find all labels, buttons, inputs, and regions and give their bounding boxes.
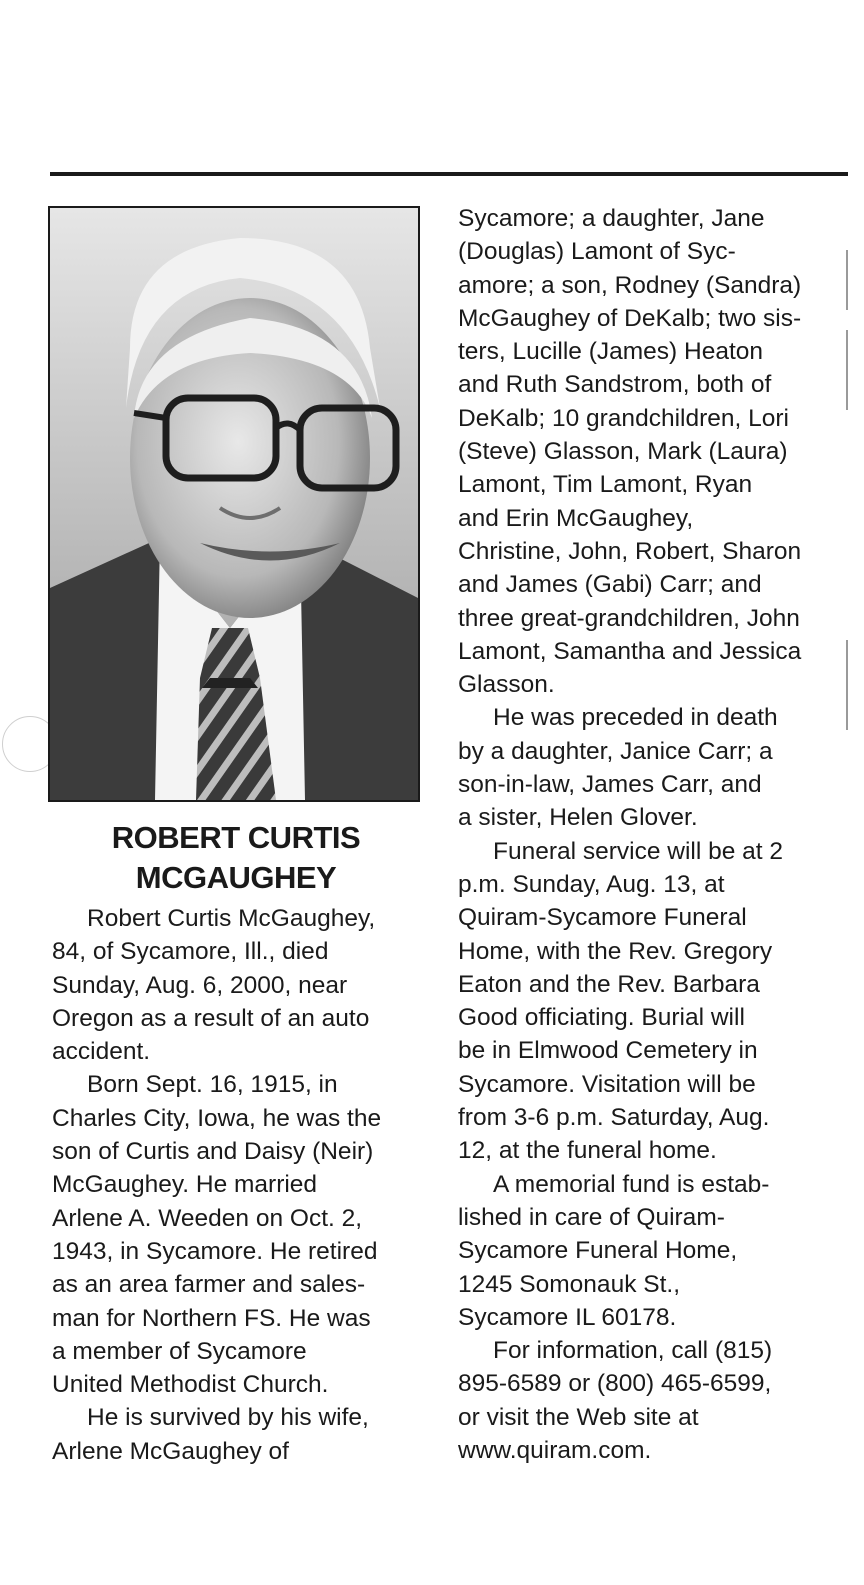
text-line: www.quiram.com. [458,1436,652,1464]
text-line: or visit the Web site at [458,1403,699,1431]
paragraph [52,1068,422,1401]
text-line: accident. [52,1038,151,1066]
margin-mark [846,640,848,730]
text-line: three great-grandchildren, John [458,604,800,632]
text-line: as an area farmer and sales- [52,1271,366,1299]
text-line: 1245 Somonauk St., [458,1270,681,1298]
text-line: a sister, Helen Glover. [458,804,698,832]
text-line: 1943, in Sycamore. He retired [52,1237,378,1265]
text-line: Good officiating. Burial will [458,1004,745,1032]
text-line: 12, at the funeral home. [458,1137,717,1165]
text-line: DeKalb; 10 grandchildren, Lori [458,404,789,432]
left-column [52,902,422,1468]
text-line: lished in care of Quiram- [458,1203,725,1231]
name-line: MCGAUGHEY [135,860,337,895]
text-line: Eaton and the Rev. Barbara [458,970,760,998]
text-line: Born Sept. 16, 1915, in [87,1071,338,1099]
text-line: Sycamore IL 60178. [458,1303,677,1331]
text-line: Oregon as a result of an auto [52,1004,370,1032]
text-line: United Methodist Church. [52,1371,329,1399]
top-rule [50,172,848,176]
text-line: by a daughter, Janice Carr; a [458,737,773,765]
text-line: and Ruth Sandstrom, both of [458,371,772,399]
text-line: a member of Sycamore [52,1337,307,1365]
right-column [458,202,830,1467]
text-line: Lamont, Samantha and Jessica [458,637,802,665]
paragraph [458,701,830,834]
text-line: McGaughey. He married [52,1171,318,1199]
text-line: A memorial fund is estab- [493,1170,770,1198]
paragraph [458,1168,830,1334]
paragraph [458,202,830,701]
text-line: 84, of Sycamore, Ill., died [52,938,329,966]
text-line: (Douglas) Lamont of Syc- [458,238,736,266]
text-line: Sunday, Aug. 6, 2000, near [52,971,348,999]
text-line: (Steve) Glasson, Mark (Laura) [458,438,788,466]
text-line: and James (Gabi) Carr; and [458,571,762,599]
text-line: son of Curtis and Daisy (Neir) [52,1138,374,1166]
paragraph [458,835,830,1168]
text-line: McGaughey of DeKalb; two sis- [458,304,802,332]
obituary-heading [50,818,422,898]
text-line: ters, Lucille (James) Heaton [458,338,764,366]
text-line: 895-6589 or (800) 465-6599, [458,1370,772,1398]
text-line: and Erin McGaughey, [458,504,694,532]
text-line: Robert Curtis McGaughey, [87,905,376,932]
text-line: Sycamore. Visitation will be [458,1070,756,1098]
text-line: Funeral service will be at 2 [493,837,784,865]
text-line: Arlene A. Weeden on Oct. 2, [52,1204,363,1232]
text-line: p.m. Sunday, Aug. 13, at [458,870,725,898]
paragraph [458,1334,830,1467]
text-line: be in Elmwood Cemetery in [458,1037,758,1065]
text-line: Sycamore Funeral Home, [458,1237,738,1265]
text-line: Charles City, Iowa, he was the [52,1104,382,1132]
text-line: For information, call (815) [493,1337,773,1365]
text-line: He was preceded in death [493,704,778,732]
text-line: son-in-law, James Carr, and [458,771,762,799]
text-line: Arlene McGaughey of [52,1437,289,1465]
text-line: Glasson. [458,671,555,699]
text-line: Quiram-Sycamore Funeral [458,904,747,932]
text-line: from 3-6 p.m. Saturday, Aug. [458,1104,770,1132]
margin-mark [846,250,848,310]
text-line: amore; a son, Rodney (Sandra) [458,271,802,299]
text-line: He is survived by his wife, [87,1404,369,1432]
text-line: man for Northern FS. He was [52,1304,371,1332]
text-line: Christine, John, Robert, Sharon [458,537,802,565]
text-line: Home, with the Rev. Gregory [458,937,773,965]
name-line: ROBERT CURTIS [111,820,361,855]
margin-mark [846,330,848,410]
portrait-photo [48,206,420,802]
text-line: Lamont, Tim Lamont, Ryan [458,471,753,499]
paragraph [52,1401,422,1468]
text-line: Sycamore; a daughter, Jane [458,205,765,232]
paragraph [52,902,422,1068]
